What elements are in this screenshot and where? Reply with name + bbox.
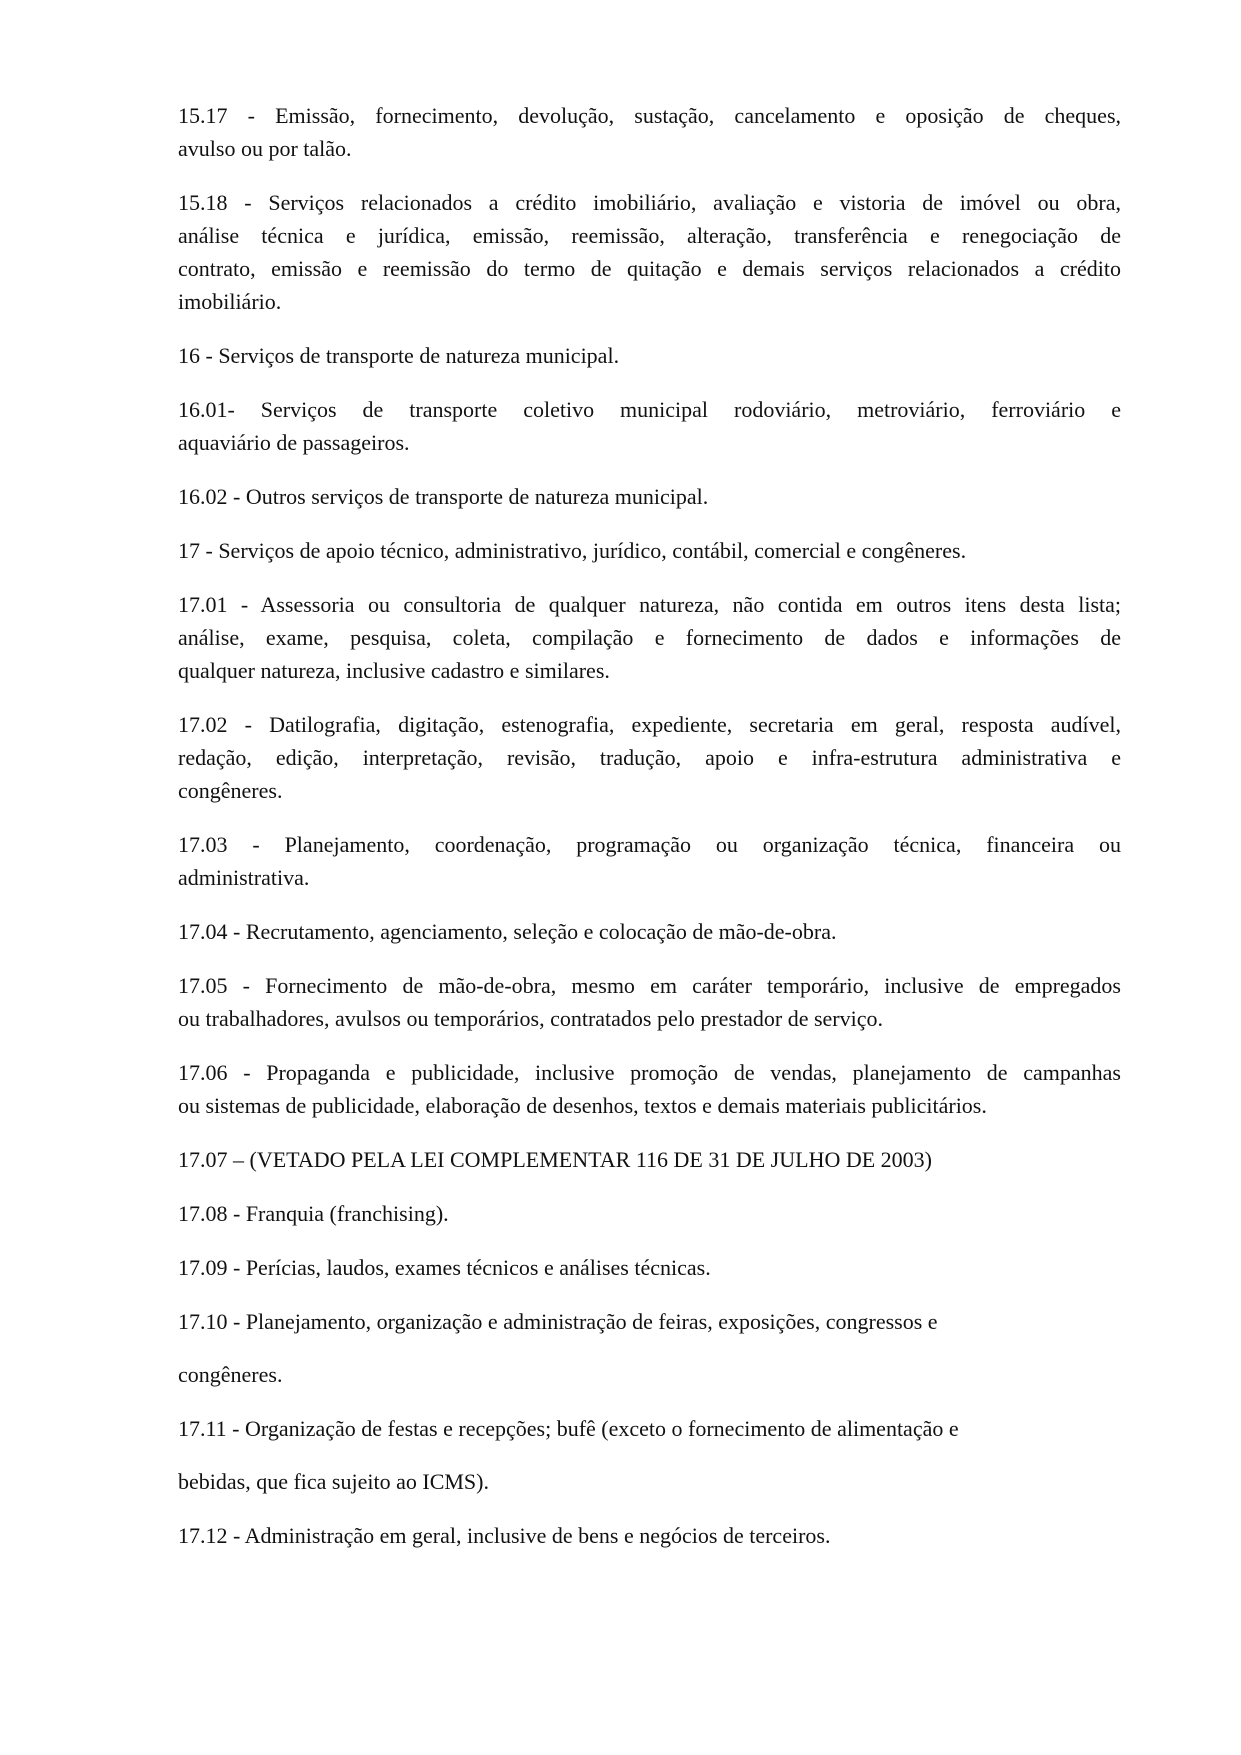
- list-item-17-01: [178, 588, 1121, 687]
- text-line: 17 - Serviços de apoio técnico, administrativo, jurídico, contábil, comercial e congêneres.: [178, 538, 967, 563]
- text-line: análise técnica e jurídica, emissão, reemissão, alteração, transferência e renegociação de: [178, 223, 1121, 248]
- text-line: avulso ou por talão.: [178, 136, 352, 161]
- list-item-17-11: [178, 1412, 1121, 1498]
- text-line: imobiliário.: [178, 289, 282, 314]
- list-item-15-17: [178, 99, 1121, 165]
- text-line: bebidas, que fica sujeito ao ICMS).: [178, 1469, 489, 1494]
- text-line: redação, edição, interpretação, revisão, tradução, apoio e infra-estrutura administrativa e: [178, 745, 1121, 770]
- text-line: ou trabalhadores, avulsos ou temporários, contratados pelo prestador de serviço.: [178, 1006, 884, 1031]
- text-line: aquaviário de passageiros.: [178, 430, 410, 455]
- text-line: análise, exame, pesquisa, coleta, compilação e fornecimento de dados e informações de: [178, 625, 1121, 650]
- list-item-17-04: [178, 915, 1121, 948]
- list-item-15-18: [178, 186, 1121, 318]
- text-line: 15.18 - Serviços relacionados a crédito imobiliário, avaliação e vistoria de imóvel ou obra,: [178, 190, 1121, 215]
- list-item-17-08: [178, 1197, 1121, 1230]
- text-line: qualquer natureza, inclusive cadastro e similares.: [178, 658, 610, 683]
- text-line: congêneres.: [178, 778, 283, 803]
- list-item-17-06: [178, 1056, 1121, 1122]
- list-item-17-07: [178, 1143, 1121, 1176]
- text-line: 17.10 - Planejamento, organização e administração de feiras, exposições, congressos e: [178, 1309, 938, 1334]
- text-line: contrato, emissão e reemissão do termo de quitação e demais serviços relacionados a crédito: [178, 256, 1121, 281]
- text-line: 17.05 - Fornecimento de mão-de-obra, mesmo em caráter temporário, inclusive de empregados: [178, 973, 1121, 998]
- list-item-17-02: [178, 708, 1121, 807]
- text-line: 15.17 - Emissão, fornecimento, devolução, sustação, cancelamento e oposição de cheques,: [178, 103, 1121, 128]
- document-page: [178, 99, 1121, 1573]
- list-item-16-01: [178, 393, 1121, 459]
- text-line: 16.02 - Outros serviços de transporte de natureza municipal.: [178, 484, 709, 509]
- section-heading-16: [178, 339, 1121, 372]
- text-line: 17.12 - Administração em geral, inclusive de bens e negócios de terceiros.: [178, 1523, 831, 1548]
- list-item-17-09: [178, 1251, 1121, 1284]
- text-line: 17.02 - Datilografia, digitação, estenografia, expediente, secretaria em geral, resposta audível,: [178, 712, 1121, 737]
- text-line: 16 - Serviços de transporte de natureza municipal.: [178, 343, 620, 368]
- text-line: administrativa.: [178, 865, 310, 890]
- list-item-17-12: [178, 1519, 1121, 1552]
- text-line: 17.03 - Planejamento, coordenação, programação ou organização técnica, financeira ou: [178, 832, 1121, 857]
- text-line: 16.01- Serviços de transporte coletivo municipal rodoviário, metroviário, ferroviário e: [178, 397, 1121, 422]
- list-item-16-02: [178, 480, 1121, 513]
- text-line: 17.04 - Recrutamento, agenciamento, seleção e colocação de mão-de-obra.: [178, 919, 837, 944]
- text-line: 17.08 - Franquia (franchising).: [178, 1201, 449, 1226]
- text-line: 17.09 - Perícias, laudos, exames técnicos e análises técnicas.: [178, 1255, 711, 1280]
- text-line: 17.06 - Propaganda e publicidade, inclusive promoção de vendas, planejamento de campanhas: [178, 1060, 1121, 1085]
- text-line: 17.01 - Assessoria ou consultoria de qualquer natureza, não contida em outros itens desta lista;: [178, 592, 1121, 617]
- text-line: congêneres.: [178, 1362, 283, 1387]
- section-heading-17: [178, 534, 1121, 567]
- list-item-17-05: [178, 969, 1121, 1035]
- list-item-17-10: [178, 1305, 1121, 1391]
- list-item-17-03: [178, 828, 1121, 894]
- text-line: 17.11 - Organização de festas e recepções; bufê (exceto o fornecimento de alimentação e: [178, 1416, 959, 1441]
- text-line: 17.07 – (VETADO PELA LEI COMPLEMENTAR 116 DE 31 DE JULHO DE 2003): [178, 1147, 932, 1172]
- text-line: ou sistemas de publicidade, elaboração de desenhos, textos e demais materiais publicitários.: [178, 1093, 987, 1118]
